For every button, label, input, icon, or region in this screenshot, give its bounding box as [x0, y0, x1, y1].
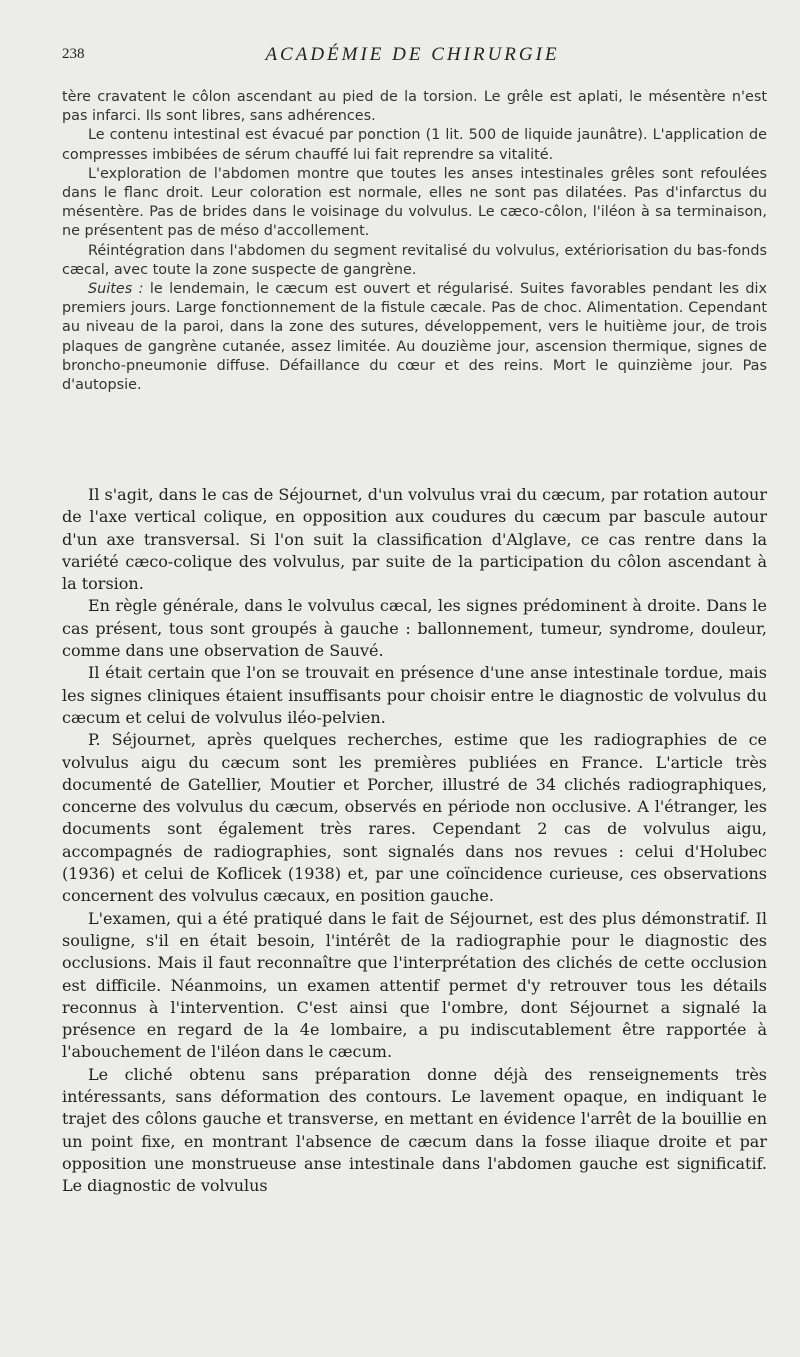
- commentary-paragraph: Il s'agit, dans le cas de Séjournet, d'un volvulus vrai du cæcum, par rotation autour de l'axe vertical colique, en opposition aux coudures du cæcum par bascule autour d'un axe transversal. Si l'on suit la classification d'Alglave, ce cas rentre dans la variété cæco-colique des volvulus, par suite de la participation du côlon ascendant à la torsion.: [62, 485, 767, 594]
- running-title: ACADÉMIE DE CHIRURGIE: [265, 44, 560, 65]
- case-paragraph: Réintégration dans l'abdomen du segment revitalisé du volvulus, extériorisation du bas-fonds cæcal, avec toute la zone suspecte de gangrène.: [62, 242, 767, 278]
- commentary-paragraph: P. Séjournet, après quelques recherches, estime que les radiographies de ce volvulus aigu du cæcum sont les premières publiées en France. L'article très documenté de Gatellier, Moutier et Porcher, illustré de 34 clichés radiographiques, concerne des volvulus du cæcum, observés en période non occlusive. A l'étranger, les documents sont également très rares. Cependant 2 cas de volvulus aigu, accompagnés de radiographies, sont signalés dans nos revues : celui d'Holubec (1936) et celui de Koflicek (1938) et, par une coïncidence curieuse, ces observations concernent des volvulus cæcaux, en position gauche.: [62, 730, 767, 906]
- case-paragraph: tère cravatent le côlon ascendant au pied de la torsion. Le grêle est aplati, le mésentère n'est pas infarci. Ils sont libres, sans adhérences.: [62, 89, 767, 125]
- case-report-section: [62, 88, 767, 395]
- page-number: 238: [62, 46, 85, 62]
- case-paragraph: Le contenu intestinal est évacué par ponction (1 lit. 500 de liquide jaunâtre). L'application de compresses imbibées de sérum chauffé lui fait reprendre sa vitalité.: [62, 127, 767, 163]
- page-header: [62, 44, 763, 72]
- commentary-paragraph: Le cliché obtenu sans préparation donne déjà des renseignements très intéressants, sans déformation des contours. Le lavement opaque, en indiquant le trajet des côlons gauche et transverse, en mettant en évidence l'arrêt de la bouillie en un point fixe, en montrant l'absence de cæcum dans la fosse iliaque droite et par opposition une monstrueuse anse intestinale dans l'abdomen gauche est significatif. Le diagnostic de volvulus: [62, 1064, 767, 1196]
- commentary-paragraph: Il était certain que l'on se trouvait en présence d'une anse intestinale tordue, mais les signes cliniques étaient insuffisants pour choisir entre le diagnostic de volvulus du cæcum et celui de volvulus iléo-pelvien.: [62, 663, 767, 727]
- case-paragraph-suites: Suites : le lendemain, le cæcum est ouvert et régularisé. Suites favorables pendant les dix premiers jours. Large fonctionnement de la fistule cæcale. Pas de choc. Alimentation. Cependant au niveau de la paroi, dans la zone des sutures, développement, vers le huitième jour, de trois plaques de gangrène cutanée, assez limitée. Au douzième jour, ascension thermique, signes de broncho-pneumonie diffuse. Défaillance du cœur et des reins. Mort le quinzième jour. Pas d'autopsie.: [62, 281, 767, 394]
- commentary-paragraph: En règle générale, dans le volvulus cæcal, les signes prédominent à droite. Dans le cas présent, tous sont groupés à gauche : ballonnement, tumeur, syndrome, douleur, comme dans une observation de Sauvé.: [62, 596, 767, 661]
- commentary-section: [62, 484, 767, 1198]
- commentary-paragraph: L'examen, qui a été pratiqué dans le fait de Séjournet, est des plus démonstratif. Il souligne, s'il en était besoin, l'intérêt de la radiographie pour le diagnostic des occlusions. Mais il faut reconnaître que l'interprétation des clichés de cette occlusion est difficile. Néanmoins, un examen attentif permet d'y retrouver tous les détails reconnus à l'intervention. C'est ainsi que l'ombre, dont Séjournet a signalé la présence en regard de la 4e lombaire, a pu indiscutablement être rapportée à l'abouchement de l'iléon dans le cæcum.: [62, 908, 767, 1062]
- suites-label: Suites :: [88, 281, 144, 298]
- case-paragraph: L'exploration de l'abdomen montre que toutes les anses intestinales grêles sont refoulées dans le flanc droit. Leur coloration est normale, elles ne sont pas dilatées. Pas d'infarctus du mésentère. Pas de brides dans le voisinage du volvulus. Le cæco-côlon, l'iléon à sa terminaison, ne présentent pas de méso d'accollement.: [62, 165, 767, 240]
